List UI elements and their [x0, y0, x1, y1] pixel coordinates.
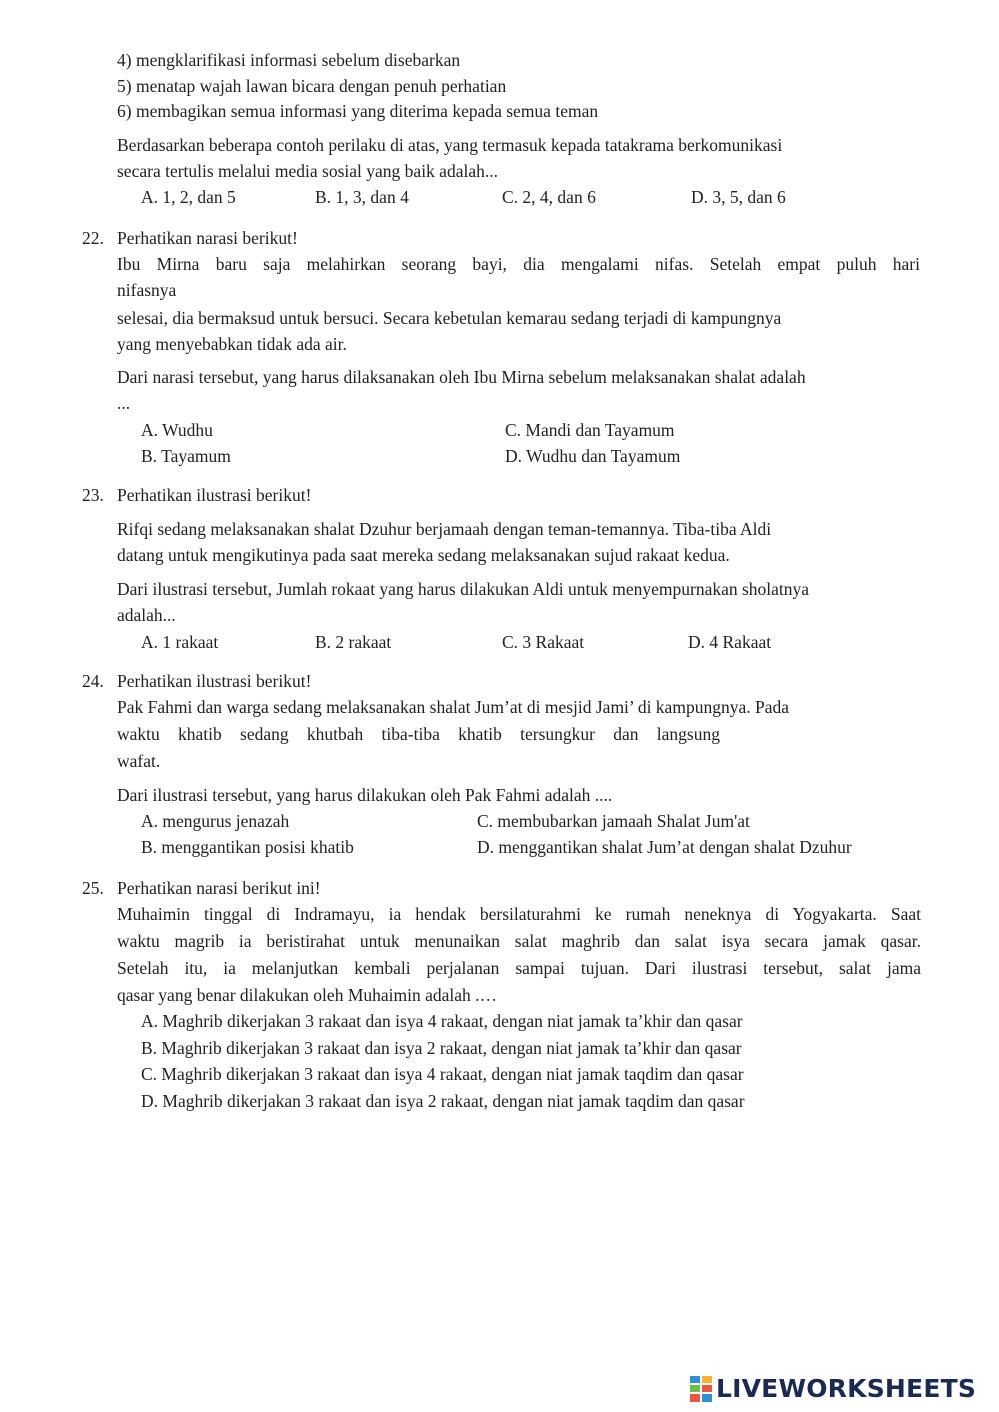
- q25-option-b[interactable]: B. Maghrib dikerjakan 3 rakaat dan isya 2 rakaat, dengan niat jamak ta’khir dan qasar: [141, 1038, 742, 1058]
- q22-narrative-line-3: selesai, dia bermaksud untuk bersuci. Secara kebetulan kemarau sedang terjadi di kampungnya: [117, 308, 782, 328]
- question-number-22: 22.: [82, 228, 104, 248]
- q22-narrative-line-2: nifasnya: [117, 280, 177, 300]
- question-number-23: 23.: [82, 485, 104, 505]
- question-number-24: 24.: [82, 671, 104, 691]
- intro-option-d[interactable]: D. 3, 5, dan 6: [691, 187, 786, 207]
- q24-narrative-line-1: Pak Fahmi dan warga sedang melaksanakan shalat Jum’at di mesjid Jami’ di kampungnya. Pada: [117, 697, 789, 717]
- q23-narrative-line-2: datang untuk mengikutinya pada saat mereka sedang melaksanakan sujud rakaat kedua.: [117, 545, 730, 565]
- intro-item-5: 5) menatap wajah lawan bicara dengan penuh perhatian: [117, 76, 507, 96]
- q23-option-b[interactable]: B. 2 rakaat: [315, 632, 392, 652]
- q25-option-c[interactable]: C. Maghrib dikerjakan 3 rakaat dan isya 4 rakaat, dengan niat jamak taqdim dan qasar: [141, 1064, 744, 1084]
- q23-option-d[interactable]: D. 4 Rakaat: [688, 632, 772, 652]
- q24-option-a[interactable]: A. mengurus jenazah: [141, 811, 290, 831]
- q23-heading: Perhatikan ilustrasi berikut!: [117, 485, 312, 505]
- intro-option-c[interactable]: C. 2, 4, dan 6: [502, 187, 596, 207]
- q23-question-line-2: adalah...: [117, 605, 176, 625]
- q24-option-b[interactable]: B. menggantikan posisi khatib: [141, 837, 354, 857]
- q22-narrative-line-4: yang menyebabkan tidak ada air.: [117, 334, 347, 354]
- q22-narrative-line-1: Ibu Mirna baru saja melahirkan seorang bayi, dia mengalami nifas. Setelah empat puluh hari: [117, 254, 920, 274]
- question-number-25: 25.: [82, 878, 104, 898]
- q22-option-a[interactable]: A. Wudhu: [141, 420, 213, 440]
- intro-item-4: 4) mengklarifikasi informasi sebelum disebarkan: [117, 50, 461, 70]
- q25-narrative-line-1: Muhaimin tinggal di Indramayu, ia hendak bersilaturahmi ke rumah neneknya di Yogyakarta. Saat: [117, 904, 921, 924]
- q25-option-a[interactable]: A. Maghrib dikerjakan 3 rakaat dan isya 4 rakaat, dengan niat jamak ta’khir dan qasar: [141, 1011, 743, 1031]
- q22-question-line-2: ...: [117, 393, 131, 413]
- q24-narrative-line-2: waktu khatib sedang khutbah tiba-tiba khatib tersungkur dan langsung: [117, 724, 720, 744]
- q25-option-d[interactable]: D. Maghrib dikerjakan 3 rakaat dan isya 2 rakaat, dengan niat jamak taqdim dan qasar: [141, 1091, 745, 1111]
- logo-text: LIVEWORKSHEETS: [716, 1374, 977, 1403]
- q24-option-d[interactable]: D. menggantikan shalat Jum’at dengan shalat Dzuhur: [477, 837, 852, 857]
- q22-option-b[interactable]: B. Tayamum: [141, 446, 231, 466]
- q25-narrative-line-2: waktu magrib ia beristirahat untuk menunaikan salat maghrib dan salat isya secara jamak qasar.: [117, 931, 921, 951]
- q22-option-d[interactable]: D. Wudhu dan Tayamum: [505, 446, 681, 466]
- q25-narrative-line-3: Setelah itu, ia melanjutkan kembali perjalanan sampai tujuan. Dari ilustrasi tersebut, salat jama: [117, 958, 921, 978]
- q23-option-a[interactable]: A. 1 rakaat: [141, 632, 219, 652]
- q24-heading: Perhatikan ilustrasi berikut!: [117, 671, 312, 691]
- intro-option-a[interactable]: A. 1, 2, dan 5: [141, 187, 236, 207]
- q25-heading: Perhatikan narasi berikut ini!: [117, 878, 321, 898]
- q23-option-c[interactable]: C. 3 Rakaat: [502, 632, 585, 652]
- q23-question-line-1: Dari ilustrasi tersebut, Jumlah rokaat yang harus dilakukan Aldi untuk menyempurnakan sholatnya: [117, 579, 810, 599]
- q22-option-c[interactable]: C. Mandi dan Tayamum: [505, 420, 675, 440]
- liveworksheets-icon: [690, 1376, 712, 1402]
- q25-narrative-line-4: qasar yang benar dilakukan oleh Muhaimin adalah .…: [117, 985, 498, 1005]
- q24-option-c[interactable]: C. membubarkan jamaah Shalat Jum'at: [477, 811, 750, 831]
- intro-question-line-2: secara tertulis melalui media sosial yang baik adalah...: [117, 161, 498, 181]
- intro-item-6: 6) membagikan semua informasi yang diterima kepada semua teman: [117, 101, 599, 121]
- q22-heading: Perhatikan narasi berikut!: [117, 228, 298, 248]
- liveworksheets-logo: [690, 1374, 990, 1404]
- q22-question-line-1: Dari narasi tersebut, yang harus dilaksanakan oleh Ibu Mirna sebelum melaksanakan shalat adalah: [117, 367, 806, 387]
- intro-option-b[interactable]: B. 1, 3, dan 4: [315, 187, 409, 207]
- intro-question-line-1: Berdasarkan beberapa contoh perilaku di atas, yang termasuk kepada tatakrama berkomunikasi: [117, 135, 783, 155]
- q24-question: Dari ilustrasi tersebut, yang harus dilakukan oleh Pak Fahmi adalah ....: [117, 785, 613, 805]
- q24-narrative-line-3: wafat.: [117, 751, 161, 771]
- q23-narrative-line-1: Rifqi sedang melaksanakan shalat Dzuhur berjamaah dengan teman-temannya. Tiba-tiba Aldi: [117, 519, 772, 539]
